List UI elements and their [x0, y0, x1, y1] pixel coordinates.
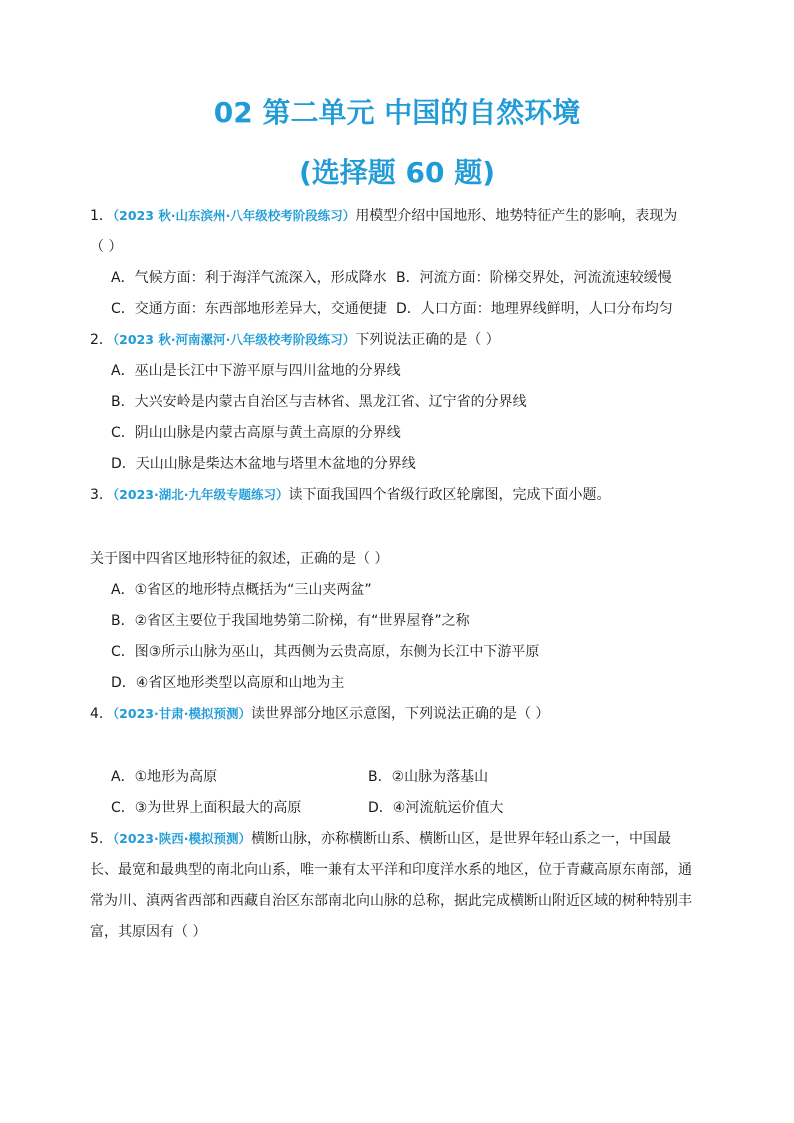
question-number: 5．: [90, 831, 113, 847]
question-4-stem: [90, 704, 549, 724]
question-3-option-d: D．④省区地形类型以高原和山地为主: [111, 675, 345, 691]
question-1-option-a: A．气候方面：利于海洋气流深入，形成降水: [111, 270, 387, 286]
question-number: 2．: [90, 332, 113, 348]
question-2-option-b: B．大兴安岭是内蒙古自治区与吉林省、黑龙江省、辽宁省的分界线: [111, 394, 527, 410]
question-number: 1．: [90, 208, 113, 224]
page-subtitle: (选择题 60 题): [298, 156, 496, 189]
question-4-option-d: D．④河流航运价值大: [368, 800, 504, 816]
question-text: 横断山脉，亦称横断山系、横断山区，是世界年轻山系之一，中国最: [250, 831, 671, 847]
question-number: 3．: [90, 487, 113, 503]
question-number: 4．: [90, 706, 113, 722]
question-3-option-a: A．①省区的地形特点概括为“三山夹两盆”: [111, 582, 372, 598]
question-5-stem-line-3: 常为川、滇两省西部和西藏自治区东部南北向山脉的总称，据此完成横断山附近区域的树种特别丰: [90, 893, 692, 909]
question-4-option-a: A．①地形为高原: [111, 769, 218, 785]
question-1-stem-cont: （ ）: [90, 239, 123, 255]
question-text: 读世界部分地区示意图，下列说法正确的是（ ）: [250, 706, 550, 722]
question-3-sub-stem: 关于图中四省区地形特征的叙述，正确的是（ ）: [90, 551, 389, 567]
question-4-option-c: C．③为世界上面积最大的高原: [111, 800, 302, 816]
question-text: 下列说法正确的是（ ）: [355, 332, 500, 348]
question-text: 读下面我国四个省级行政区轮廓图，完成下面小题。: [288, 487, 611, 503]
question-2-stem: [90, 330, 500, 350]
question-source: （2023·甘肃·模拟预测）: [112, 706, 251, 721]
question-3-option-c: C．图③所示山脉为巫山，其西侧为云贵高原，东侧为长江中下游平原: [111, 644, 540, 660]
question-4-option-b: B．②山脉为落基山: [368, 769, 489, 785]
question-5-stem-line-2: 长、最宽和最典型的南北向山系，唯一兼有太平洋和印度洋水系的地区，位于青藏高原东南部，通: [90, 862, 692, 878]
question-source: （2023·湖北·九年级专题练习）: [112, 487, 289, 502]
question-1-option-d: D．人口方面：地理界线鲜明，人口分布均匀: [396, 301, 673, 317]
page-title: 02 第二单元 中国的自然环境: [213, 96, 581, 129]
question-1-stem: [90, 206, 677, 226]
question-source: （2023 秋·河南漯河·八年级校考阶段练习）: [112, 332, 356, 347]
question-3-option-b: B．②省区主要位于我国地势第二阶梯，有“世界屋脊”之称: [111, 613, 470, 629]
question-5-stem-line-4: 富，其原因有（ ）: [90, 924, 207, 940]
question-2-option-d: D．天山山脉是柴达木盆地与塔里木盆地的分界线: [111, 456, 416, 472]
question-5-stem: [90, 829, 671, 849]
question-3-stem: [90, 485, 610, 505]
question-source: （2023 秋·山东滨州·八年级校考阶段练习）: [112, 208, 356, 223]
question-2-option-a: A．巫山是长江中下游平原与四川盆地的分界线: [111, 363, 401, 379]
question-2-option-c: C．阴山山脉是内蒙古高原与黄土高原的分界线: [111, 425, 401, 441]
question-source: （2023·陕西·模拟预测）: [112, 831, 251, 846]
question-text: 用模型介绍中国地形、地势特征产生的影响，表现为: [355, 208, 678, 224]
question-1-option-c: C．交通方面：东西部地形差异大，交通便捷: [111, 301, 387, 317]
question-1-option-b: B．河流方面：阶梯交界处，河流流速较缓慢: [396, 270, 672, 286]
